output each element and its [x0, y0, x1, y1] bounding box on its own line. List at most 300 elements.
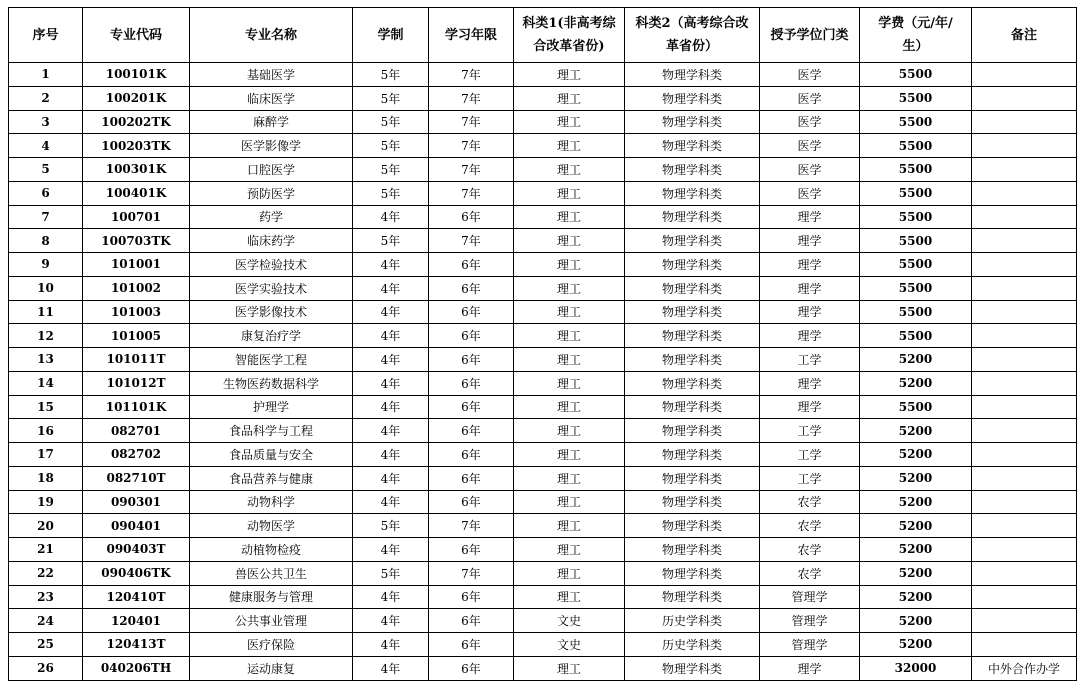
cell-category-2: 历史学科类: [625, 609, 760, 633]
cell-category-2: 物理学科类: [625, 86, 760, 110]
cell-major-name: 健康服务与管理: [190, 585, 353, 609]
cell-remarks: [972, 514, 1077, 538]
table-row: [9, 490, 1077, 514]
cell-remarks: [972, 466, 1077, 490]
cell-study-period: 7年: [429, 86, 514, 110]
cell-major-code: 100101K: [83, 63, 190, 87]
cell-program-length: 5年: [353, 110, 429, 134]
header-program-length: 学制: [353, 8, 429, 63]
cell-degree-type: 理学: [760, 371, 860, 395]
cell-study-period: 7年: [429, 514, 514, 538]
cell-category-2: 物理学科类: [625, 443, 760, 467]
cell-category-2: 物理学科类: [625, 324, 760, 348]
cell-category-1: 理工: [514, 656, 625, 680]
cell-major-name: 动植物检疫: [190, 538, 353, 562]
cell-degree-type: 理学: [760, 395, 860, 419]
cell-tuition: 5500: [860, 86, 972, 110]
cell-category-2: 物理学科类: [625, 63, 760, 87]
cell-index: 23: [9, 585, 83, 609]
table-row: [9, 134, 1077, 158]
cell-category-1: 文史: [514, 609, 625, 633]
cell-remarks: [972, 538, 1077, 562]
header-degree-type: 授予学位门类: [760, 8, 860, 63]
header-remarks: 备注: [972, 8, 1077, 63]
cell-remarks: [972, 134, 1077, 158]
cell-major-name: 智能医学工程: [190, 348, 353, 372]
cell-major-code: 120410T: [83, 585, 190, 609]
cell-major-code: 100301K: [83, 158, 190, 182]
cell-remarks: [972, 86, 1077, 110]
cell-degree-type: 工学: [760, 466, 860, 490]
cell-study-period: 6年: [429, 419, 514, 443]
cell-study-period: 6年: [429, 324, 514, 348]
cell-tuition: 5500: [860, 110, 972, 134]
cell-category-1: 理工: [514, 348, 625, 372]
cell-study-period: 7年: [429, 110, 514, 134]
cell-major-code: 120401: [83, 609, 190, 633]
cell-category-1: 理工: [514, 300, 625, 324]
cell-category-1: 理工: [514, 514, 625, 538]
cell-category-2: 物理学科类: [625, 300, 760, 324]
cell-study-period: 6年: [429, 633, 514, 657]
cell-major-code: 100701: [83, 205, 190, 229]
cell-category-2: 物理学科类: [625, 181, 760, 205]
cell-tuition: 5500: [860, 300, 972, 324]
cell-major-code: 100202TK: [83, 110, 190, 134]
cell-remarks: [972, 300, 1077, 324]
table-row: [9, 633, 1077, 657]
cell-degree-type: 管理学: [760, 633, 860, 657]
cell-program-length: 4年: [353, 633, 429, 657]
cell-index: 19: [9, 490, 83, 514]
cell-index: 17: [9, 443, 83, 467]
cell-program-length: 4年: [353, 324, 429, 348]
cell-index: 13: [9, 348, 83, 372]
cell-category-1: 理工: [514, 110, 625, 134]
cell-degree-type: 医学: [760, 181, 860, 205]
cell-tuition: 5200: [860, 419, 972, 443]
cell-program-length: 5年: [353, 514, 429, 538]
cell-category-1: 理工: [514, 134, 625, 158]
cell-category-1: 理工: [514, 181, 625, 205]
cell-index: 3: [9, 110, 83, 134]
cell-category-2: 物理学科类: [625, 656, 760, 680]
table-row: [9, 538, 1077, 562]
cell-major-name: 医学影像技术: [190, 300, 353, 324]
header-row: [9, 8, 1077, 63]
cell-degree-type: 理学: [760, 253, 860, 277]
cell-program-length: 5年: [353, 229, 429, 253]
cell-major-code: 082710T: [83, 466, 190, 490]
cell-category-1: 理工: [514, 419, 625, 443]
cell-remarks: [972, 585, 1077, 609]
cell-index: 9: [9, 253, 83, 277]
cell-degree-type: 农学: [760, 490, 860, 514]
cell-major-name: 预防医学: [190, 181, 353, 205]
cell-index: 7: [9, 205, 83, 229]
cell-index: 8: [9, 229, 83, 253]
cell-tuition: 5200: [860, 585, 972, 609]
table-row: [9, 514, 1077, 538]
header-category-2: 科类2（高考综合改革省份）: [625, 8, 760, 63]
cell-study-period: 6年: [429, 609, 514, 633]
cell-remarks: [972, 490, 1077, 514]
header-major-name: 专业名称: [190, 8, 353, 63]
majors-table: [8, 7, 1077, 681]
cell-program-length: 4年: [353, 656, 429, 680]
cell-major-code: 101101K: [83, 395, 190, 419]
cell-category-2: 物理学科类: [625, 395, 760, 419]
cell-category-2: 历史学科类: [625, 633, 760, 657]
cell-remarks: 中外合作办学: [972, 656, 1077, 680]
cell-remarks: [972, 158, 1077, 182]
cell-category-2: 物理学科类: [625, 253, 760, 277]
cell-major-code: 101005: [83, 324, 190, 348]
cell-category-2: 物理学科类: [625, 514, 760, 538]
cell-degree-type: 工学: [760, 443, 860, 467]
cell-degree-type: 农学: [760, 561, 860, 585]
cell-major-code: 100201K: [83, 86, 190, 110]
cell-tuition: 5500: [860, 324, 972, 348]
table-body: [9, 63, 1077, 681]
cell-index: 20: [9, 514, 83, 538]
cell-program-length: 4年: [353, 466, 429, 490]
table-row: [9, 561, 1077, 585]
cell-major-name: 药学: [190, 205, 353, 229]
cell-major-code: 040206TH: [83, 656, 190, 680]
cell-degree-type: 理学: [760, 205, 860, 229]
cell-index: 5: [9, 158, 83, 182]
cell-major-name: 临床医学: [190, 86, 353, 110]
cell-major-name: 食品科学与工程: [190, 419, 353, 443]
cell-tuition: 5200: [860, 609, 972, 633]
cell-major-code: 082701: [83, 419, 190, 443]
cell-degree-type: 农学: [760, 538, 860, 562]
cell-degree-type: 理学: [760, 300, 860, 324]
cell-program-length: 5年: [353, 181, 429, 205]
cell-category-2: 物理学科类: [625, 134, 760, 158]
table-row: [9, 300, 1077, 324]
cell-index: 6: [9, 181, 83, 205]
table-header: [9, 8, 1077, 63]
cell-study-period: 7年: [429, 134, 514, 158]
cell-remarks: [972, 205, 1077, 229]
cell-major-code: 100401K: [83, 181, 190, 205]
cell-program-length: 5年: [353, 158, 429, 182]
cell-major-name: 口腔医学: [190, 158, 353, 182]
cell-index: 4: [9, 134, 83, 158]
table-row: [9, 443, 1077, 467]
cell-degree-type: 管理学: [760, 609, 860, 633]
table-row: [9, 205, 1077, 229]
cell-degree-type: 管理学: [760, 585, 860, 609]
cell-study-period: 6年: [429, 300, 514, 324]
cell-remarks: [972, 253, 1077, 277]
cell-index: 11: [9, 300, 83, 324]
table-row: [9, 110, 1077, 134]
cell-remarks: [972, 609, 1077, 633]
cell-study-period: 7年: [429, 158, 514, 182]
cell-degree-type: 理学: [760, 656, 860, 680]
cell-category-2: 物理学科类: [625, 348, 760, 372]
cell-study-period: 6年: [429, 205, 514, 229]
cell-remarks: [972, 633, 1077, 657]
cell-index: 18: [9, 466, 83, 490]
cell-tuition: 5200: [860, 561, 972, 585]
table-row: [9, 371, 1077, 395]
cell-major-code: 101001: [83, 253, 190, 277]
cell-category-1: 理工: [514, 371, 625, 395]
cell-program-length: 4年: [353, 395, 429, 419]
header-tuition: 学费（元/年/生）: [860, 8, 972, 63]
cell-remarks: [972, 395, 1077, 419]
cell-major-name: 兽医公共卫生: [190, 561, 353, 585]
cell-program-length: 5年: [353, 86, 429, 110]
table-row: [9, 656, 1077, 680]
cell-category-2: 物理学科类: [625, 490, 760, 514]
cell-degree-type: 医学: [760, 134, 860, 158]
cell-category-2: 物理学科类: [625, 276, 760, 300]
cell-degree-type: 医学: [760, 86, 860, 110]
cell-tuition: 32000: [860, 656, 972, 680]
cell-degree-type: 医学: [760, 110, 860, 134]
cell-tuition: 5200: [860, 443, 972, 467]
cell-category-1: 理工: [514, 324, 625, 348]
cell-category-2: 物理学科类: [625, 419, 760, 443]
cell-tuition: 5200: [860, 490, 972, 514]
cell-major-code: 082702: [83, 443, 190, 467]
cell-study-period: 6年: [429, 348, 514, 372]
cell-category-1: 理工: [514, 229, 625, 253]
cell-index: 1: [9, 63, 83, 87]
cell-category-1: 理工: [514, 63, 625, 87]
cell-remarks: [972, 419, 1077, 443]
cell-major-code: 101002: [83, 276, 190, 300]
cell-category-1: 理工: [514, 205, 625, 229]
cell-remarks: [972, 110, 1077, 134]
cell-study-period: 7年: [429, 63, 514, 87]
cell-category-1: 理工: [514, 395, 625, 419]
cell-index: 16: [9, 419, 83, 443]
cell-study-period: 6年: [429, 490, 514, 514]
cell-study-period: 6年: [429, 253, 514, 277]
cell-major-name: 动物科学: [190, 490, 353, 514]
cell-category-1: 理工: [514, 276, 625, 300]
cell-study-period: 7年: [429, 561, 514, 585]
cell-tuition: 5500: [860, 205, 972, 229]
cell-major-name: 动物医学: [190, 514, 353, 538]
table-row: [9, 63, 1077, 87]
cell-study-period: 6年: [429, 538, 514, 562]
cell-program-length: 4年: [353, 443, 429, 467]
cell-tuition: 5200: [860, 633, 972, 657]
cell-category-2: 物理学科类: [625, 229, 760, 253]
cell-degree-type: 工学: [760, 419, 860, 443]
cell-category-1: 理工: [514, 86, 625, 110]
cell-tuition: 5500: [860, 134, 972, 158]
table-row: [9, 229, 1077, 253]
header-category-1: 科类1(非高考综合改革省份): [514, 8, 625, 63]
cell-remarks: [972, 561, 1077, 585]
table-row: [9, 609, 1077, 633]
cell-degree-type: 农学: [760, 514, 860, 538]
cell-major-name: 医疗保险: [190, 633, 353, 657]
cell-index: 24: [9, 609, 83, 633]
cell-degree-type: 理学: [760, 276, 860, 300]
cell-index: 12: [9, 324, 83, 348]
cell-major-name: 医学影像学: [190, 134, 353, 158]
cell-category-2: 物理学科类: [625, 585, 760, 609]
table-row: [9, 86, 1077, 110]
cell-tuition: 5500: [860, 253, 972, 277]
cell-study-period: 6年: [429, 585, 514, 609]
cell-program-length: 4年: [353, 348, 429, 372]
cell-degree-type: 工学: [760, 348, 860, 372]
cell-major-code: 100203TK: [83, 134, 190, 158]
table-row: [9, 585, 1077, 609]
cell-program-length: 5年: [353, 134, 429, 158]
cell-index: 10: [9, 276, 83, 300]
cell-program-length: 4年: [353, 300, 429, 324]
cell-category-1: 理工: [514, 253, 625, 277]
cell-index: 22: [9, 561, 83, 585]
cell-major-code: 090403T: [83, 538, 190, 562]
cell-tuition: 5200: [860, 514, 972, 538]
cell-category-1: 理工: [514, 443, 625, 467]
cell-tuition: 5500: [860, 63, 972, 87]
cell-tuition: 5200: [860, 371, 972, 395]
cell-category-2: 物理学科类: [625, 538, 760, 562]
cell-category-1: 理工: [514, 158, 625, 182]
table-row: [9, 253, 1077, 277]
cell-degree-type: 医学: [760, 158, 860, 182]
cell-program-length: 4年: [353, 490, 429, 514]
cell-remarks: [972, 181, 1077, 205]
table-row: [9, 348, 1077, 372]
cell-tuition: 5500: [860, 181, 972, 205]
cell-category-1: 理工: [514, 585, 625, 609]
cell-major-name: 食品营养与健康: [190, 466, 353, 490]
cell-study-period: 7年: [429, 229, 514, 253]
cell-category-2: 物理学科类: [625, 158, 760, 182]
cell-remarks: [972, 324, 1077, 348]
cell-major-name: 医学检验技术: [190, 253, 353, 277]
cell-major-code: 090406TK: [83, 561, 190, 585]
cell-study-period: 7年: [429, 181, 514, 205]
cell-degree-type: 理学: [760, 229, 860, 253]
cell-tuition: 5500: [860, 158, 972, 182]
cell-major-code: 101012T: [83, 371, 190, 395]
cell-index: 15: [9, 395, 83, 419]
cell-tuition: 5200: [860, 538, 972, 562]
cell-major-name: 康复治疗学: [190, 324, 353, 348]
cell-major-name: 临床药学: [190, 229, 353, 253]
cell-program-length: 4年: [353, 585, 429, 609]
cell-category-2: 物理学科类: [625, 371, 760, 395]
cell-major-name: 食品质量与安全: [190, 443, 353, 467]
cell-category-1: 理工: [514, 538, 625, 562]
cell-tuition: 5200: [860, 466, 972, 490]
cell-tuition: 5200: [860, 348, 972, 372]
cell-remarks: [972, 371, 1077, 395]
cell-remarks: [972, 229, 1077, 253]
table-row: [9, 158, 1077, 182]
cell-tuition: 5500: [860, 276, 972, 300]
table-row: [9, 276, 1077, 300]
cell-remarks: [972, 276, 1077, 300]
header-study-period: 学习年限: [429, 8, 514, 63]
table-row: [9, 181, 1077, 205]
cell-index: 26: [9, 656, 83, 680]
cell-study-period: 6年: [429, 656, 514, 680]
cell-tuition: 5500: [860, 229, 972, 253]
table-row: [9, 419, 1077, 443]
cell-index: 14: [9, 371, 83, 395]
cell-major-name: 麻醉学: [190, 110, 353, 134]
header-major-code: 专业代码: [83, 8, 190, 63]
cell-program-length: 4年: [353, 371, 429, 395]
header-index: 序号: [9, 8, 83, 63]
cell-program-length: 4年: [353, 276, 429, 300]
table-row: [9, 466, 1077, 490]
cell-major-name: 生物医药数据科学: [190, 371, 353, 395]
cell-program-length: 5年: [353, 63, 429, 87]
cell-remarks: [972, 443, 1077, 467]
cell-category-1: 文史: [514, 633, 625, 657]
cell-major-name: 基础医学: [190, 63, 353, 87]
cell-category-1: 理工: [514, 466, 625, 490]
cell-study-period: 6年: [429, 466, 514, 490]
cell-program-length: 5年: [353, 561, 429, 585]
cell-remarks: [972, 63, 1077, 87]
cell-major-code: 120413T: [83, 633, 190, 657]
cell-program-length: 4年: [353, 419, 429, 443]
cell-category-2: 物理学科类: [625, 110, 760, 134]
cell-major-code: 090401: [83, 514, 190, 538]
cell-major-code: 090301: [83, 490, 190, 514]
cell-major-code: 101003: [83, 300, 190, 324]
cell-study-period: 6年: [429, 395, 514, 419]
cell-major-name: 护理学: [190, 395, 353, 419]
cell-major-code: 100703TK: [83, 229, 190, 253]
cell-program-length: 4年: [353, 205, 429, 229]
cell-study-period: 6年: [429, 371, 514, 395]
table-row: [9, 395, 1077, 419]
cell-degree-type: 理学: [760, 324, 860, 348]
cell-major-code: 101011T: [83, 348, 190, 372]
cell-degree-type: 医学: [760, 63, 860, 87]
cell-major-name: 医学实验技术: [190, 276, 353, 300]
cell-category-2: 物理学科类: [625, 466, 760, 490]
cell-index: 21: [9, 538, 83, 562]
cell-tuition: 5500: [860, 395, 972, 419]
cell-index: 25: [9, 633, 83, 657]
cell-study-period: 6年: [429, 276, 514, 300]
cell-major-name: 运动康复: [190, 656, 353, 680]
cell-category-2: 物理学科类: [625, 561, 760, 585]
cell-study-period: 6年: [429, 443, 514, 467]
cell-index: 2: [9, 86, 83, 110]
cell-category-1: 理工: [514, 490, 625, 514]
cell-program-length: 4年: [353, 609, 429, 633]
cell-major-name: 公共事业管理: [190, 609, 353, 633]
cell-category-1: 理工: [514, 561, 625, 585]
cell-program-length: 4年: [353, 253, 429, 277]
table-row: [9, 324, 1077, 348]
cell-remarks: [972, 348, 1077, 372]
cell-program-length: 4年: [353, 538, 429, 562]
cell-category-2: 物理学科类: [625, 205, 760, 229]
